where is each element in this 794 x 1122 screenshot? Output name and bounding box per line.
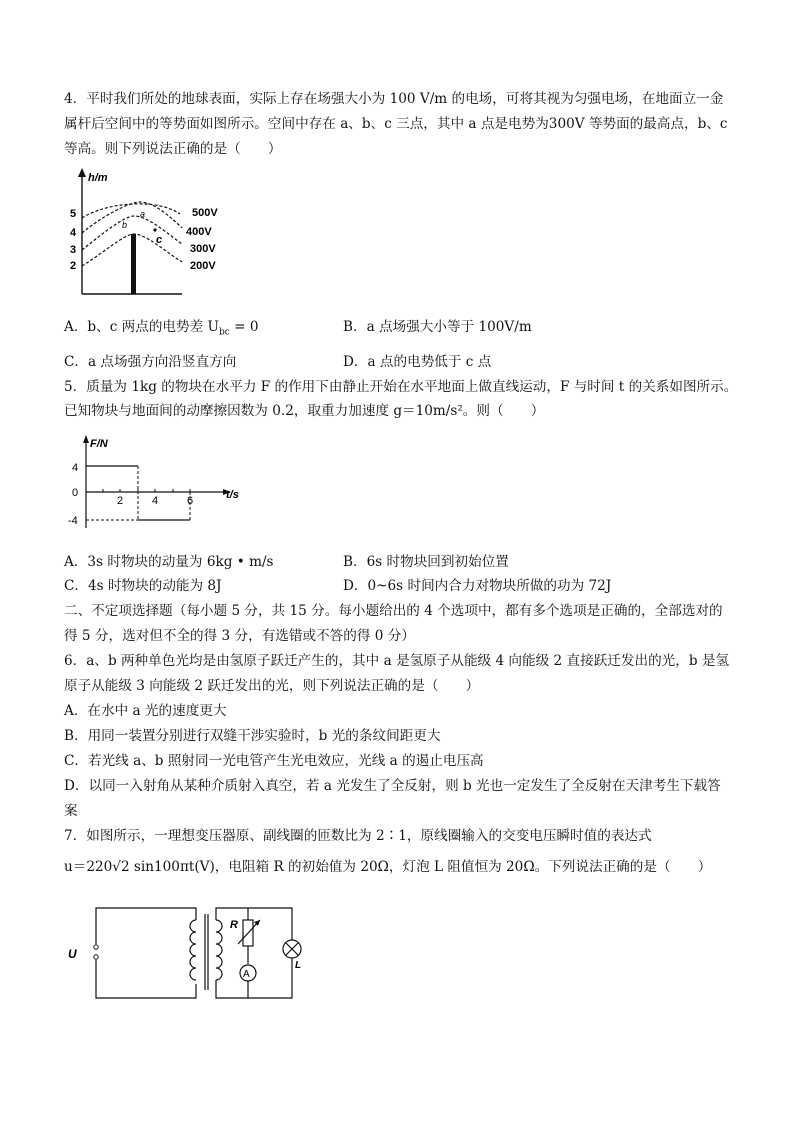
q6-option-d: D．以同一入射角从某种介质射入真空，若 a 光发生了全反射，则 b 光也一定发生了全反射在天津考生下载答 (64, 778, 721, 794)
f-axis-label: F/N (90, 438, 108, 450)
q4-line3: 等高。则下列说法正确的是（ ） (64, 141, 282, 157)
q5-option-a: A．3s 时物块的动量为 6kg • m/s (64, 554, 274, 570)
section2-line2: 得 5 分，选对但不全的得 3 分，有选错或不答的得 0 分） (64, 628, 415, 644)
q4-option-a (64, 318, 258, 342)
q5-option-d: D．0~6s 时间内合力对物块所做的功为 72J (343, 578, 612, 594)
point-a: a (140, 209, 146, 219)
primary-coil (190, 920, 196, 980)
primary-wire-bottom (96, 960, 196, 998)
q7-line2: u＝220√2 sin100πt(V)，电阻箱 R 的初始值为 20Ω，灯泡 L 阻值恒为 20Ω。下列说法正确的是（ ） (64, 859, 712, 875)
source-terminal-bottom (94, 955, 98, 959)
q5-line1: 5．质量为 1kg 的物块在水平力 F 的作用下由静止开始在水平地面上做直线运动，F 与时间 t 的关系如图所示。 (64, 379, 738, 395)
q4-option-a-sub: bc (218, 327, 230, 338)
tick-4: 4 (70, 227, 77, 239)
lamp-label: L (295, 960, 302, 971)
ammeter-label: A (243, 969, 250, 980)
ytick-4: 4 (72, 462, 79, 474)
ytick-0: 0 (72, 487, 79, 499)
q4-option-a-tail: = 0 (229, 319, 259, 335)
q7-line1: 7．如图所示，一理想变压器原、副线圈的匝数比为 2∶1，原线圈输入的交变电压瞬时值的表达式 (64, 828, 652, 844)
curve-500v (82, 204, 180, 218)
t-axis-label: t/s (226, 489, 239, 501)
q4-option-d: D．a 点的电势低于 c 点 (343, 354, 492, 370)
metal-rod (131, 234, 136, 294)
h-axis-label: h/m (88, 172, 108, 184)
q4-line2: 属杆后空间中的等势面如图所示。空间中存在 a、b、c 三点，其中 a 点是电势为300V 等势面的最高点，b、c (64, 116, 728, 132)
point-b: b (122, 220, 128, 230)
point-c-dot (153, 228, 156, 231)
label-500v: 500V (192, 207, 218, 219)
h-axis-arrow (78, 168, 86, 177)
q4-option-a-text: A．b、c 两点的电势差 U (64, 319, 219, 335)
tick-3: 3 (70, 244, 77, 256)
ytick-neg4: -4 (68, 515, 78, 527)
curve-400v (82, 202, 182, 233)
f-axis-arrow (83, 435, 89, 443)
xtick-2: 2 (117, 495, 124, 507)
q4-option-b: B．a 点场强大小等于 100V/m (343, 319, 532, 335)
q5-option-c: C．4s 时物块的动能为 8J (64, 578, 222, 594)
secondary-wire-top (216, 908, 292, 940)
resistor-label: R (230, 919, 238, 931)
point-c: c (156, 234, 163, 246)
q5-option-b: B．6s 时物块回到初始位置 (343, 554, 509, 570)
xtick-4: 4 (152, 495, 159, 507)
source-terminal-top (94, 945, 98, 949)
force-time-graph (66, 432, 256, 532)
q6-option-a: A．在水中 a 光的速度更大 (64, 703, 227, 719)
q6-option-b: B．用同一装置分别进行双缝干涉实验时，b 光的条纹间距更大 (64, 728, 441, 744)
q6-line2: 原子从能级 3 向能级 2 跃迁发出的光，则下列说法正确的是（ ） (64, 678, 480, 694)
equipotential-figure (62, 168, 262, 300)
xtick-6: 6 (187, 495, 194, 507)
tick-5: 5 (70, 208, 77, 220)
transformer-circuit (66, 896, 306, 1008)
label-300v: 300V (190, 243, 216, 255)
q5-line2: 已知物块与地面间的动摩擦因数为 0.2，取重力加速度 g＝10m/s²。则（ ） (64, 403, 545, 419)
q6-line1: 6．a、b 两种单色光均是由氢原子跃迁产生的，其中 a 是氢原子从能级 4 向能级 2 直接跃迁发出的光，b 是氢 (64, 653, 730, 669)
q6-option-d-cont: 案 (64, 803, 78, 819)
q4-option-c: C．a 点场强方向沿竖直方向 (64, 354, 237, 370)
section2-line1: 二、不定项选择题（每小题 5 分，共 15 分。每小题给出的 4 个选项中，都有多个选项是正确的，全部选对的 (64, 603, 723, 619)
secondary-coil (216, 920, 222, 980)
tick-2: 2 (70, 260, 77, 272)
primary-wire (96, 908, 196, 944)
label-200v: 200V (190, 260, 216, 272)
source-label: U (68, 947, 77, 961)
q4-line1: 4．平时我们所处的地球表面，实际上存在场强大小为 100 V/m 的电场，可将其视为匀强电场，在地面立一金 (64, 91, 724, 107)
q6-option-c: C．若光线 a、b 照射同一光电管产生光电效应，光线 a 的遏止电压高 (64, 753, 484, 769)
label-400v: 400V (186, 226, 212, 238)
